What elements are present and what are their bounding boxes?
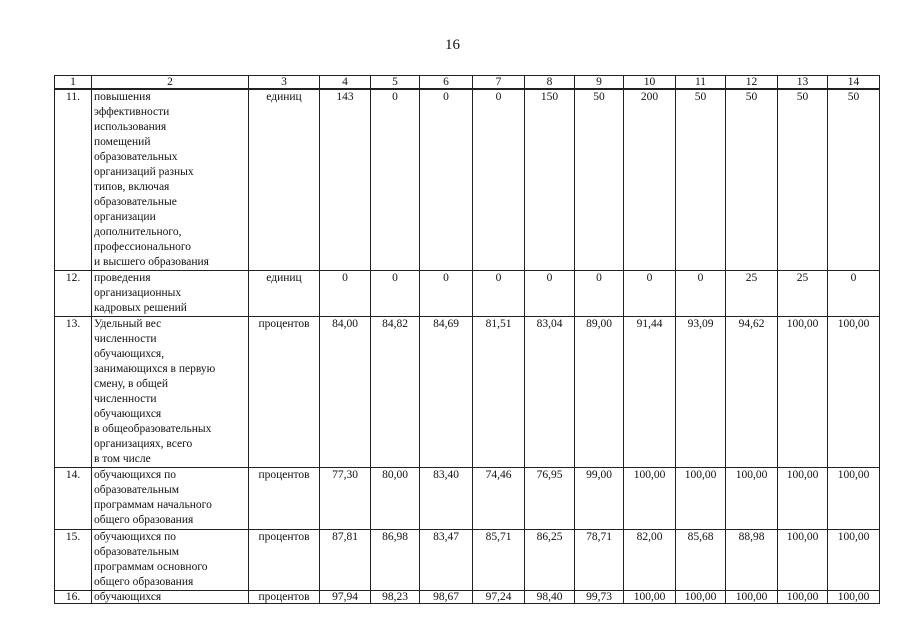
column-header: 8 [525,76,575,90]
unit-cell: процентов [249,468,320,530]
column-header: 13 [778,76,828,90]
value-cell: 98,23 [371,591,420,604]
column-header: 6 [420,76,473,90]
value-cell: 50 [676,89,726,271]
unit-cell: процентов [249,591,320,604]
column-header: 2 [92,76,249,90]
value-cell: 50 [575,89,624,271]
value-cell: 143 [320,89,371,271]
column-header: 3 [249,76,320,90]
row-number: 11. [55,89,92,271]
value-cell: 84,82 [371,317,420,468]
value-cell: 0 [525,271,575,317]
value-cell: 100,00 [778,317,828,468]
column-header: 12 [726,76,778,90]
value-cell: 86,98 [371,530,420,591]
column-header: 9 [575,76,624,90]
value-cell: 50 [726,89,778,271]
indicator-name: обучающихся по образовательным программам начального общего образования [92,468,249,530]
table-row [55,317,880,468]
table-body [55,89,880,604]
indicator-name: повышения эффективности использования помещений образовательных организаций разных типов, включая образовательные организации дополнительного, профессионального и высшего образования [92,89,249,271]
indicator-name: проведения организационных кадровых решений [92,271,249,317]
value-cell: 89,00 [575,317,624,468]
value-cell: 82,00 [624,530,676,591]
table-row [55,530,880,591]
column-header: 7 [473,76,525,90]
table-row [55,591,880,604]
value-cell: 98,40 [525,591,575,604]
value-cell: 83,04 [525,317,575,468]
unit-cell: процентов [249,530,320,591]
value-cell: 100,00 [828,530,880,591]
indicator-name: обучающихся по образовательным программам основного общего образования [92,530,249,591]
value-cell: 0 [371,89,420,271]
value-cell: 78,71 [575,530,624,591]
value-cell: 100,00 [828,468,880,530]
value-cell: 100,00 [624,468,676,530]
value-cell: 100,00 [778,591,828,604]
value-cell: 86,25 [525,530,575,591]
value-cell: 0 [676,271,726,317]
value-cell: 100,00 [676,468,726,530]
column-number-row [55,76,880,90]
value-cell: 25 [726,271,778,317]
unit-cell: единиц [249,271,320,317]
value-cell: 81,51 [473,317,525,468]
value-cell: 80,00 [371,468,420,530]
page-number: 16 [445,37,460,53]
value-cell: 0 [420,89,473,271]
unit-cell: единиц [249,89,320,271]
value-cell: 83,47 [420,530,473,591]
table-row [55,271,880,317]
value-cell: 100,00 [624,591,676,604]
indicator-name: Удельный вес численности обучающихся, занимающихся в первую смену, в общей численности обучающихся в общеобразовательных организациях, всего в том числе [92,317,249,468]
value-cell: 0 [473,271,525,317]
value-cell: 85,68 [676,530,726,591]
data-table [54,75,880,604]
value-cell: 99,73 [575,591,624,604]
value-cell: 84,00 [320,317,371,468]
value-cell: 0 [624,271,676,317]
row-number: 15. [55,530,92,591]
row-number: 13. [55,317,92,468]
column-header: 10 [624,76,676,90]
value-cell: 97,94 [320,591,371,604]
value-cell: 200 [624,89,676,271]
value-cell: 76,95 [525,468,575,530]
value-cell: 0 [828,271,880,317]
value-cell: 100,00 [726,591,778,604]
value-cell: 84,69 [420,317,473,468]
column-header: 11 [676,76,726,90]
value-cell: 50 [778,89,828,271]
value-cell: 91,44 [624,317,676,468]
unit-cell: процентов [249,317,320,468]
value-cell: 0 [320,271,371,317]
value-cell: 93,09 [676,317,726,468]
value-cell: 0 [575,271,624,317]
value-cell: 100,00 [828,591,880,604]
value-cell: 77,30 [320,468,371,530]
value-cell: 100,00 [676,591,726,604]
value-cell: 50 [828,89,880,271]
value-cell: 97,24 [473,591,525,604]
indicator-name: обучающихся [92,591,249,604]
value-cell: 150 [525,89,575,271]
column-header: 14 [828,76,880,90]
row-number: 14. [55,468,92,530]
value-cell: 0 [473,89,525,271]
column-header: 1 [55,76,92,90]
value-cell: 100,00 [828,317,880,468]
value-cell: 99,00 [575,468,624,530]
value-cell: 88,98 [726,530,778,591]
row-number: 12. [55,271,92,317]
value-cell: 85,71 [473,530,525,591]
value-cell: 0 [371,271,420,317]
value-cell: 100,00 [778,530,828,591]
value-cell: 25 [778,271,828,317]
column-header: 4 [320,76,371,90]
value-cell: 87,81 [320,530,371,591]
table-row [55,468,880,530]
value-cell: 100,00 [726,468,778,530]
table-row [55,89,880,271]
value-cell: 100,00 [778,468,828,530]
value-cell: 98,67 [420,591,473,604]
value-cell: 74,46 [473,468,525,530]
value-cell: 83,40 [420,468,473,530]
row-number: 16. [55,591,92,604]
value-cell: 94,62 [726,317,778,468]
value-cell: 0 [420,271,473,317]
column-header: 5 [371,76,420,90]
